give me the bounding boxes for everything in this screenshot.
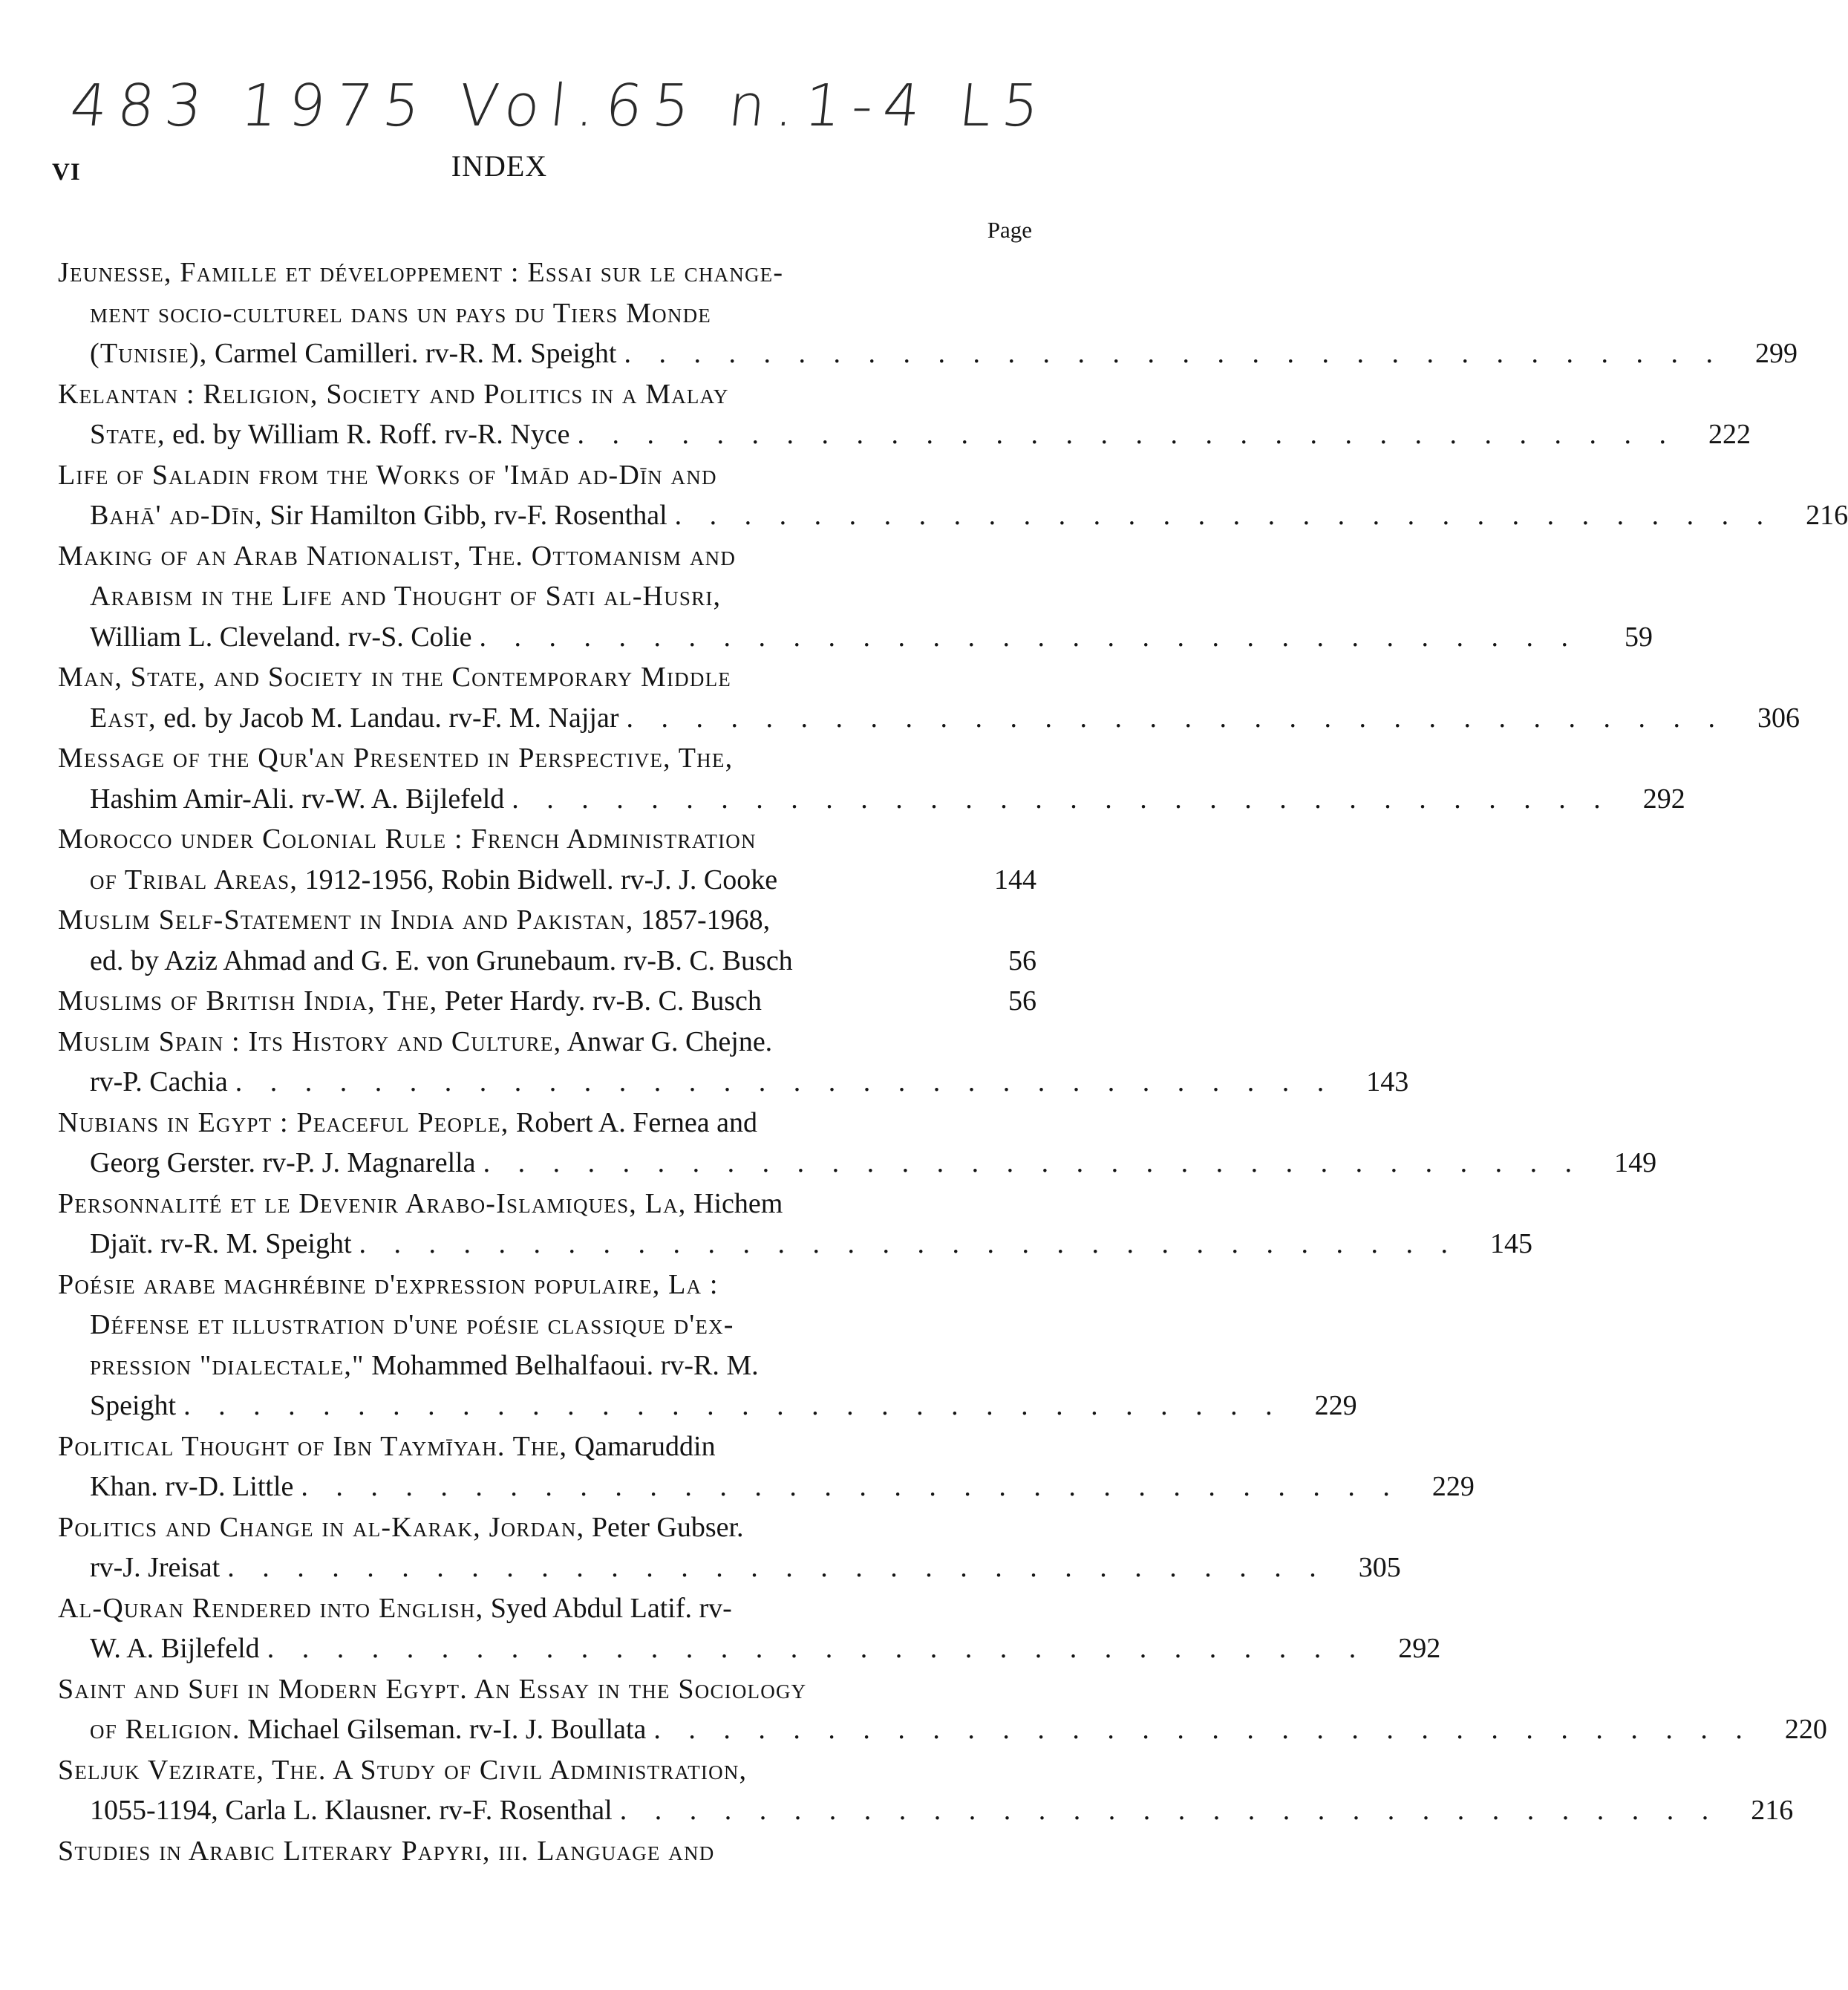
index-entries — [58, 256, 1848, 1875]
entry-author-reviewer: Peter Gubser. — [584, 1511, 744, 1543]
entry-text — [90, 945, 793, 977]
entry-text — [90, 1308, 1036, 1341]
entry-author-reviewer: Khan. rv-D. Little — [90, 1471, 294, 1502]
entry-title: Message of the Qur'an Presented in Perspective, The, — [58, 743, 734, 774]
dot-leader: . . . . . . . . . . . . . . . . . . . . . . . . . . . . . . . . — [267, 1633, 1367, 1664]
entry-first-line — [58, 378, 1036, 419]
entry-text — [58, 1268, 1036, 1301]
entry-text — [58, 1430, 1036, 1463]
entry-first-line — [58, 742, 1036, 783]
entry-author-reviewer: Sir Hamilton Gibb, rv-F. Rosenthal — [262, 500, 667, 531]
index-entry — [58, 742, 1685, 823]
entry-text — [90, 1794, 613, 1827]
entry-text — [58, 985, 762, 1017]
entry-text — [58, 1592, 1036, 1625]
entry-continuation-line — [58, 783, 1685, 823]
index-entry — [58, 985, 1036, 1025]
handwritten-call-number: 483 1975 Vol.65 n.1-4 L5 — [67, 73, 1053, 140]
dot-leader: . . . . . . . . . . . . . . . . . . . . . . . . . . . . . . . . — [577, 419, 1676, 450]
entry-first-line — [58, 661, 1036, 702]
entry-text — [90, 499, 667, 532]
index-entry — [58, 1592, 1441, 1673]
entry-author-reviewer: W. A. Bijlefeld — [90, 1633, 260, 1664]
entry-title: of Tribal Areas, — [90, 864, 298, 896]
entry-text — [58, 540, 1036, 572]
entry-first-line — [58, 904, 1036, 945]
page-number: 143 — [1366, 1066, 1409, 1097]
entry-continuation-line — [58, 1066, 1409, 1106]
page-number: 145 — [1490, 1228, 1533, 1259]
page-number: 59 — [1625, 621, 1653, 653]
entry-continuation-line — [58, 580, 1036, 621]
page-number: 305 — [1358, 1552, 1401, 1583]
entry-continuation-line — [58, 1308, 1036, 1349]
entry-author-reviewer: Anwar G. Chejne. — [561, 1025, 773, 1057]
dot-leader: . . . . . . . . . . . . . . . . . . . . . . . . . . . . . . . . — [227, 1552, 1327, 1583]
entry-continuation-line — [58, 945, 1036, 985]
entry-title: Political Thought of Ibn Taymīyah. The, — [58, 1430, 568, 1462]
entry-text — [58, 459, 1036, 492]
dot-leader: . . . . . . . . . . . . . . . . . . . . . . . . . . . . . . . . — [359, 1228, 1459, 1259]
entry-author-reviewer: Qamaruddin — [567, 1430, 716, 1462]
entry-first-line — [58, 1187, 1036, 1228]
dot-leader: . . . . . . . . . . . . . . . . . . . . . . . . . . . . . . . . — [674, 500, 1774, 531]
entry-text — [90, 1713, 646, 1746]
page-number: 299 — [1754, 338, 1798, 369]
entry-first-line — [58, 1106, 1036, 1147]
entry-author-reviewer: ed. by William R. Roff. rv-R. Nyce — [165, 419, 570, 450]
entry-title: Défense et illustration d'une poésie classique d'ex- — [90, 1309, 734, 1340]
entry-text — [58, 1673, 1036, 1706]
entry-continuation-line — [58, 418, 1751, 459]
entry-author-reviewer: Hichem — [686, 1187, 783, 1219]
entry-first-line — [58, 1592, 1036, 1633]
entry-first-line — [58, 1430, 1036, 1471]
dot-leader: . . . . . . . . . . . . . . . . . . . . . . . . . . . . . . . . — [619, 1795, 1720, 1826]
entry-text — [90, 580, 1036, 613]
entry-title: ment socio-culturel dans un pays du Tiers Monde — [90, 297, 711, 329]
entry-text — [58, 661, 1036, 694]
entry-text — [58, 904, 1036, 936]
index-entry — [58, 1025, 1409, 1106]
page-number: 144 — [994, 864, 1036, 896]
entry-title: Making of an Arab Nationalist, The. Ottomanism and — [58, 540, 737, 572]
entry-author-reviewer: ed. by Aziz Ahmad and G. E. von Grunebaum. rv-B. C. Busch — [90, 945, 793, 976]
entry-continuation-line — [58, 702, 1800, 743]
index-entry — [58, 1835, 1036, 1876]
entry-continuation-line — [58, 297, 1036, 338]
entry-title: Personnalité et le Devenir Arabo-Islamiques, La, — [58, 1187, 687, 1219]
dot-leader: . . . . . . . . . . . . . . . . . . . . . . . . . . . . . . . . — [626, 702, 1725, 734]
page-number: 306 — [1757, 702, 1800, 734]
entry-author-reviewer: Michael Gilseman. rv-I. J. Boullata — [240, 1714, 647, 1745]
entry-text — [58, 256, 1036, 289]
page-number: 220 — [1784, 1714, 1827, 1745]
entry-text — [58, 378, 1036, 411]
index-entry — [58, 1268, 1357, 1430]
entry-author-reviewer: 1912-1956, Robin Bidwell. rv-J. J. Cooke — [298, 864, 778, 896]
entry-text — [90, 1066, 228, 1098]
dot-leader: . . . . . . . . . . . . . . . . . . . . . . . . . . . . . . . . — [653, 1714, 1753, 1745]
index-entry — [58, 1511, 1401, 1592]
entry-author-reviewer: 1857-1968, — [633, 904, 771, 936]
page-number: 222 — [1708, 419, 1751, 450]
index-entry — [58, 661, 1800, 742]
dot-leader: . . . . . . . . . . . . . . . . . . . . . . . . . . . . . . . . — [183, 1390, 1283, 1421]
entry-first-line — [58, 540, 1036, 581]
entry-text — [58, 742, 1036, 774]
entry-continuation-line — [58, 499, 1848, 540]
entry-text — [90, 702, 619, 734]
entry-text — [58, 1754, 1036, 1787]
entry-continuation-line — [58, 1794, 1794, 1835]
entry-text — [58, 823, 1036, 855]
entry-text — [58, 1025, 1036, 1058]
entry-continuation-line — [58, 1227, 1533, 1268]
entry-text — [58, 1511, 1036, 1544]
entry-text — [90, 1389, 176, 1422]
dot-leader: . . . . . . . . . . . . . . . . . . . . . . . . . . . . . . . . — [483, 1147, 1583, 1178]
entry-first-line — [58, 1511, 1036, 1552]
page-number: 216 — [1806, 500, 1848, 531]
entry-text — [90, 783, 504, 815]
entry-title: Morocco under Colonial Rule : French Administration — [58, 823, 757, 855]
entry-text — [90, 1470, 293, 1503]
entry-continuation-line — [58, 1470, 1475, 1511]
entry-continuation-line — [58, 1713, 1827, 1754]
entry-author-reviewer: William L. Cleveland. rv-S. Colie — [90, 621, 472, 653]
entry-text — [90, 1146, 476, 1179]
entry-first-line — [58, 985, 1036, 1025]
entry-first-line — [58, 1025, 1036, 1066]
entry-author-reviewer: ed. by Jacob M. Landau. rv-F. M. Najjar — [156, 702, 619, 734]
index-entry — [58, 904, 1036, 985]
index-entry — [58, 1430, 1475, 1511]
index-entry — [58, 1754, 1794, 1835]
page-header — [52, 149, 947, 193]
entry-author-reviewer: Speight — [90, 1390, 177, 1421]
entry-title: Bahā' ad-Dīn, — [90, 500, 263, 531]
entry-first-line — [58, 256, 1036, 297]
entry-first-line — [58, 459, 1036, 500]
entry-title: Nubians in Egypt : Peaceful People, — [58, 1106, 509, 1138]
entry-title: Muslim Spain : Its History and Culture, — [58, 1025, 562, 1057]
index-entry — [58, 1673, 1827, 1754]
entry-title: of Religion. — [90, 1714, 241, 1745]
entry-first-line — [58, 1835, 1036, 1876]
entry-text — [90, 1551, 220, 1584]
entry-author-reviewer: Djaït. rv-R. M. Speight — [90, 1228, 352, 1259]
entry-title: pression "dialectale," — [90, 1349, 365, 1381]
entry-text — [90, 337, 616, 370]
index-entry — [58, 378, 1751, 459]
index-entry — [58, 540, 1653, 662]
dot-leader: . . . . . . . . . . . . . . . . . . . . . . . . . . . . . . . . — [235, 1066, 1335, 1097]
entry-text — [58, 1106, 1036, 1139]
entry-continuation-line — [58, 337, 1798, 378]
page-number: 149 — [1614, 1147, 1657, 1178]
entry-title: Studies in Arabic Literary Papyri, iii. Language and — [58, 1835, 715, 1867]
entry-text — [58, 1835, 1036, 1867]
entry-first-line — [58, 823, 1036, 864]
entry-author-reviewer: Robert A. Fernea and — [509, 1106, 758, 1138]
folio-number: VI — [52, 159, 81, 186]
entry-title: Jeunesse, Famille et développement : Essai sur le change- — [58, 257, 784, 288]
page-number: 292 — [1642, 783, 1685, 815]
page-number: 216 — [1751, 1795, 1794, 1826]
entry-text — [58, 1187, 1036, 1220]
entry-title: State, — [90, 419, 166, 450]
entry-author-reviewer: Mohammed Belhalfaoui. rv-R. M. — [364, 1349, 759, 1381]
entry-title: (Tunisie), — [90, 338, 208, 369]
index-entry — [58, 823, 1036, 904]
index-entry — [58, 459, 1848, 540]
page-number: 56 — [1008, 945, 1036, 976]
entry-author-reviewer: rv-P. Cachia — [90, 1066, 228, 1097]
dot-leader: . . . . . . . . . . . . . . . . . . . . . . . . . . . . . . . . — [301, 1471, 1400, 1502]
index-entry — [58, 1187, 1533, 1268]
entry-author-reviewer: Carmel Camilleri. rv-R. M. Speight — [207, 338, 617, 369]
entry-author-reviewer: Hashim Amir-Ali. rv-W. A. Bijlefeld — [90, 783, 505, 815]
entry-title: Muslim Self-Statement in India and Pakistan, — [58, 904, 634, 936]
entry-text — [90, 864, 777, 896]
entry-title: Arabism in the Life and Thought of Sati al-Husri, — [90, 581, 722, 612]
entry-title: Saint and Sufi in Modern Egypt. An Essay in the Sociology — [58, 1673, 807, 1705]
running-head: INDEX — [451, 149, 548, 183]
entry-text — [90, 1349, 1036, 1382]
entry-author-reviewer: Georg Gerster. rv-P. J. Magnarella — [90, 1147, 476, 1178]
entry-continuation-line — [58, 864, 1036, 904]
dot-leader: . . . . . . . . . . . . . . . . . . . . . . . . . . . . . . . . — [624, 338, 1723, 369]
entry-title: Politics and Change in al-Karak, Jordan, — [58, 1511, 585, 1543]
entry-title: Poésie arabe maghrébine d'expression populaire, La : — [58, 1268, 719, 1300]
entry-continuation-line — [58, 1551, 1401, 1592]
entry-continuation-line — [58, 1349, 1036, 1390]
entry-author-reviewer: Peter Hardy. rv-B. C. Busch — [437, 985, 762, 1017]
entry-continuation-line — [58, 1146, 1657, 1187]
page-number: 229 — [1431, 1471, 1475, 1502]
entry-text — [90, 297, 1036, 330]
index-entry — [58, 1106, 1657, 1187]
entry-title: Al-Quran Rendered into English, — [58, 1592, 484, 1624]
entry-title: Seljuk Vezirate, The. A Study of Civil Administration, — [58, 1754, 748, 1786]
page-number: 292 — [1398, 1633, 1441, 1664]
entry-title: Kelantan : Religion, Society and Politics in a Malay — [58, 378, 729, 410]
dot-leader: . . . . . . . . . . . . . . . . . . . . . . . . . . . . . . . . — [479, 621, 1579, 653]
entry-text — [90, 418, 569, 451]
index-entry — [58, 256, 1798, 378]
entry-author-reviewer: 1055-1194, Carla L. Klausner. rv-F. Rosenthal — [90, 1795, 613, 1826]
entry-first-line — [58, 1754, 1036, 1795]
entry-first-line — [58, 1268, 1036, 1309]
page-number: 229 — [1314, 1390, 1357, 1421]
entry-text — [90, 621, 472, 653]
dot-leader: . . . . . . . . . . . . . . . . . . . . . . . . . . . . . . . . — [512, 783, 1611, 815]
entry-first-line — [58, 1673, 1036, 1714]
entry-continuation-line — [58, 621, 1653, 662]
entry-continuation-line — [58, 1632, 1441, 1673]
page-column-label: Page — [987, 217, 1032, 243]
page-number: 56 — [1008, 985, 1036, 1017]
entry-title: Man, State, and Society in the Contemporary Middle — [58, 662, 731, 693]
entry-title: Muslims of British India, The, — [58, 985, 438, 1017]
entry-text — [90, 1632, 260, 1665]
entry-text — [90, 1227, 352, 1260]
entry-continuation-line — [58, 1389, 1357, 1430]
entry-title: Life of Saladin from the Works of 'Imād ad-Dīn and — [58, 459, 717, 491]
entry-author-reviewer: Syed Abdul Latif. rv- — [483, 1592, 732, 1624]
entry-author-reviewer: rv-J. Jreisat — [90, 1552, 221, 1583]
entry-title: East, — [90, 702, 157, 734]
